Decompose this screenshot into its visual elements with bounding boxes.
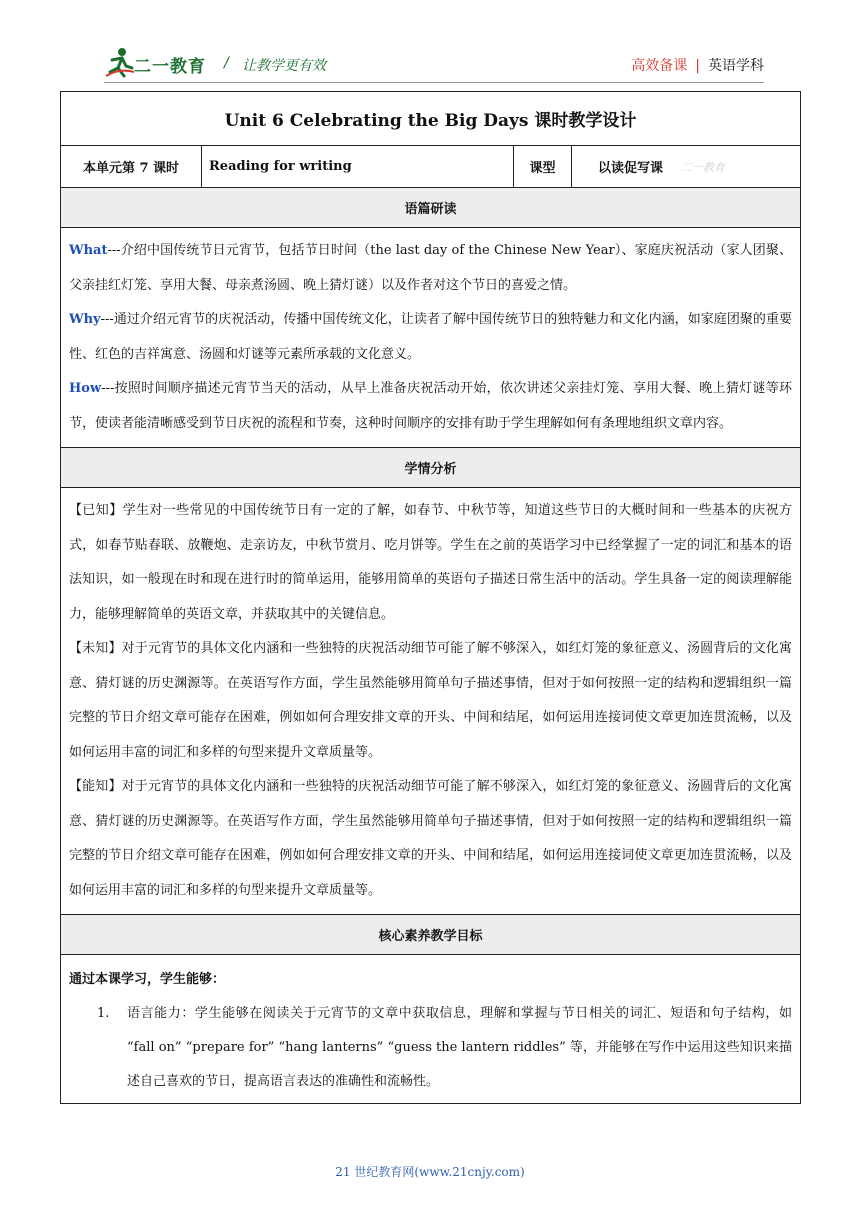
text-study-body: [61, 228, 800, 448]
header-divider: |: [695, 58, 700, 74]
unknown-paragraph: 【未知】对于元宵节的具体文化内涵和一些独特的庆祝活动细节可能了解不够深入，如红灯笼的象征意义、汤圆背后的文化寓意、猜灯谜的历史渊源等。在英语写作方面，学生虽然能够用简单句子描述事情，但对于如何按照一定的结构和逻辑组织一篇完整的节日介绍文章可能存在困难，例如如何合理安排文章的开头、中间和结尾，如何运用连接词使文章更加连贯流畅，以及如何运用丰富的词汇和多样的句型来提升文章质量等。: [69, 641, 792, 760]
how-paragraph: [69, 372, 792, 441]
goal-item: [97, 997, 792, 1099]
title-row: [61, 92, 800, 146]
type-label-cell: 课型: [514, 146, 572, 187]
header-rule: [104, 82, 764, 83]
watermark: 二一教育: [681, 160, 726, 174]
header-right: [631, 55, 764, 75]
why-keyword: Why: [69, 312, 101, 327]
meta-row: [61, 146, 800, 188]
page-title: Unit 6 Celebrating the Big Days 课时教学设计: [224, 111, 637, 131]
type-value-cell: [572, 146, 800, 187]
lesson-plan-table: [60, 91, 801, 1104]
section-heading-text-study: 语篇研读: [61, 188, 800, 228]
goals-lead: 通过本课学习，学生能够：: [69, 972, 226, 987]
what-paragraph: [69, 234, 792, 303]
section-heading-learner: 学情分析: [61, 448, 800, 488]
why-text: ---通过介绍元宵节的庆祝活动，传播中国传统文化，让读者了解中国传统节日的独特魅力和文化内涵，如家庭团聚的重要性、红色的吉祥寓意、汤圆和灯谜等元素所承载的文化意义。: [69, 312, 792, 362]
runner-logo-icon: [104, 46, 134, 80]
logo-text: 二一教育: [134, 57, 206, 77]
learner-body: [61, 488, 800, 915]
brand-tagline: 高效备课: [631, 58, 688, 74]
slogan: 让教学更有效: [242, 58, 326, 74]
type-value: 以读促写课: [598, 161, 664, 176]
known-paragraph: 【已知】学生对一些常见的中国传统节日有一定的了解，如春节、中秋节等，知道这些节日的大概时间和一些基本的庆祝方式，如春节贴春联、放鞭炮、走亲访友，中秋节赏月、吃月饼等。学生在之前的英语学习中已经掌握了一定的词汇和基本的语法知识，如一般现在时和现在进行时的简单运用，能够用简单的英语句子描述日常生活中的活动。学生具备一定的阅读理解能力，能够理解简单的英语文章，并获取其中的关键信息。: [69, 503, 792, 622]
what-text: ---介绍中国传统节日元宵节，包括节日时间（the last day of the Chinese New Year）、家庭庆祝活动（家人团聚、父亲挂红灯笼、享用大餐、母亲煮汤圆、晚上猜灯谜）以及作者对这个节日的喜爱之情。: [69, 243, 792, 293]
how-text: ---按照时间顺序描述元宵节当天的活动，从早上准备庆祝活动开始，依次讲述父亲挂灯笼、享用大餐、晚上猜灯谜等环节，使读者能清晰感受到节日庆祝的流程和节奏，这种时间顺序的安排有助于学生理解如何有条理地组织文章内容。: [69, 381, 792, 431]
why-paragraph: [69, 303, 792, 372]
able-paragraph: 【能知】对于元宵节的具体文化内涵和一些独特的庆祝活动细节可能了解不够深入，如红灯笼的象征意义、汤圆背后的文化寓意、猜灯谜的历史渊源等。在英语写作方面，学生虽然能够用简单句子描述事情，但对于如何按照一定的结构和逻辑组织一篇完整的节日介绍文章可能存在困难，例如如何合理安排文章的开头、中间和结尾，如何运用连接词使文章更加连贯流畅，以及如何运用丰富的词汇和多样的句型来提升文章质量等。: [69, 779, 792, 898]
goal-number: 1.: [97, 1006, 110, 1021]
slogan-separator: /: [224, 55, 229, 71]
lesson-number-cell: 本单元第 7 课时: [61, 146, 202, 187]
section-heading-goals: 核心素养教学目标: [61, 915, 800, 955]
goals-body: [61, 955, 800, 1103]
subject-label: 英语学科: [708, 58, 764, 74]
page-header: [104, 46, 764, 86]
lesson-name-cell: Reading for writing: [202, 146, 514, 187]
page-footer: 21 世纪教育网(www.21cnjy.com): [335, 1165, 525, 1179]
what-keyword: What: [69, 243, 108, 258]
how-keyword: How: [69, 381, 102, 396]
goal-text: 语言能力：学生能够在阅读关于元宵节的文章中获取信息，理解和掌握与节日相关的词汇、短语和句子结构，如 “fall on” “prepare for” “hang lanterns” “guess the lantern riddles” 等，并能够在写作中运用这些知识来描述自己喜欢的节日，提高语言表达的准确性和流畅性。: [127, 1006, 792, 1089]
brand-logo: [104, 46, 214, 80]
